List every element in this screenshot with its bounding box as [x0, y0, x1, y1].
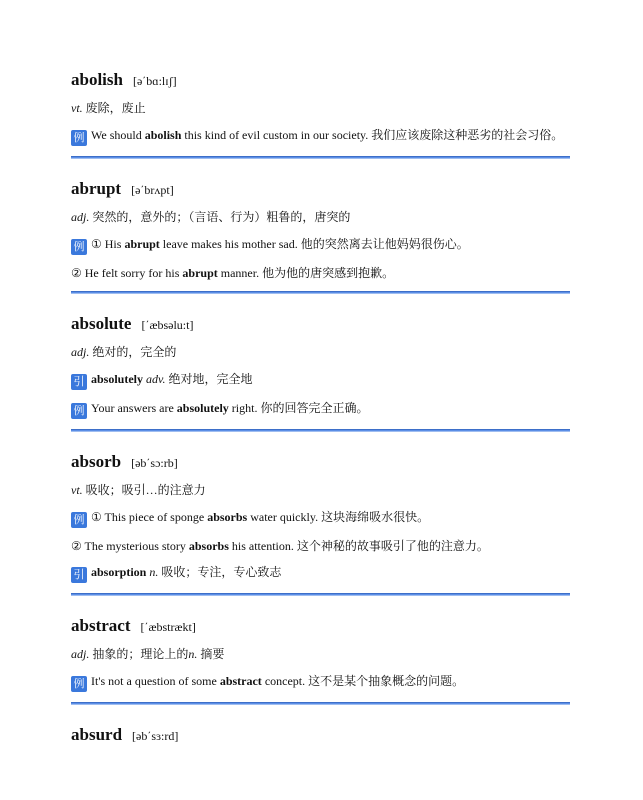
example-badge: 例	[71, 512, 87, 528]
example-text: ② He felt sorry for his	[71, 266, 183, 280]
example-sentence	[71, 674, 570, 692]
phonetic: [΄æbsəlu:t]	[141, 318, 194, 332]
entry-divider	[71, 429, 570, 432]
example-keyword: absolutely	[176, 401, 229, 415]
entry-divider	[71, 593, 570, 596]
phonetic: [ə΄bɑ:lɪʃ]	[132, 74, 177, 88]
derived-word	[71, 372, 570, 390]
derived-pos: adv.	[146, 372, 166, 386]
part-of-speech: n.	[188, 647, 198, 661]
entry-headline	[71, 616, 570, 638]
example-text: this kind of evil custom in our society. 我们应该废除这种恶劣的社会习俗。	[181, 128, 564, 142]
example-badge: 例	[71, 676, 87, 692]
phonetic: [əb΄sɜ:rd]	[132, 729, 179, 743]
example-keyword: abrupt	[182, 266, 218, 280]
derived-headword: absorption	[91, 565, 147, 579]
example-keyword: abolish	[144, 128, 182, 142]
example-text: his attention. 这个神秘的故事吸引了他的注意力。	[228, 539, 489, 553]
headword: absurd	[71, 725, 123, 744]
example-sentence	[71, 237, 570, 255]
meaning: 废除，废止	[85, 101, 146, 115]
example-text: It's not a question of some	[91, 674, 220, 688]
entry-divider	[71, 291, 570, 294]
headword: absolute	[71, 314, 132, 333]
definition	[71, 647, 570, 662]
example-text: Your answers are	[91, 401, 177, 415]
entry-headline	[71, 452, 570, 474]
headword: abolish	[71, 70, 123, 89]
phonetic: [əb΄sɔ:rb]	[131, 456, 178, 470]
part-of-speech: adj.	[71, 210, 90, 224]
example-text: manner. 他为他的唐突感到抱歉。	[217, 266, 395, 280]
entry-headline	[71, 725, 570, 747]
entry-absurd	[71, 725, 570, 747]
meaning: 突然的，意外的；（言语、行为）粗鲁的，唐突的	[92, 210, 351, 224]
derived-word	[71, 565, 570, 583]
example-sentence	[71, 510, 570, 528]
entry-headline	[71, 70, 570, 92]
entry-absorb	[71, 452, 570, 596]
example-text: right. 你的回答完全正确。	[228, 401, 369, 415]
example-keyword: abrupt	[124, 237, 160, 251]
example-badge: 例	[71, 130, 87, 146]
headword: abstract	[71, 616, 131, 635]
example-keyword: abstract	[219, 674, 262, 688]
meaning: 摘要	[200, 647, 225, 661]
example-sentence	[71, 128, 570, 146]
example-text: leave makes his mother sad. 他的突然离去让他妈妈很伤心。	[159, 237, 469, 251]
phonetic: [ə΄brʌpt]	[131, 183, 174, 197]
entry-divider	[71, 156, 570, 159]
entry-headline	[71, 314, 570, 336]
entry-abolish	[71, 70, 570, 159]
definition	[71, 101, 570, 116]
word-list	[71, 70, 570, 747]
example-badge: 例	[71, 403, 87, 419]
entry-abrupt	[71, 179, 570, 294]
example-text: ① His	[91, 237, 125, 251]
derived-meaning: 绝对地，完全地	[168, 372, 253, 386]
headword: abrupt	[71, 179, 122, 198]
entry-headline	[71, 179, 570, 201]
entry-divider	[71, 702, 570, 705]
example-text: ① This piece of sponge	[91, 510, 208, 524]
example-text: We should	[91, 128, 145, 142]
example-text: water quickly. 这块海绵吸水很快。	[247, 510, 430, 524]
meaning: 吸收；吸引…的注意力	[85, 483, 206, 497]
example-sentence	[71, 401, 570, 419]
derived-badge: 引	[71, 374, 87, 390]
example-badge: 例	[71, 239, 87, 255]
part-of-speech: vt.	[71, 101, 83, 115]
meaning: 绝对的，完全的	[92, 345, 177, 359]
entry-absolute	[71, 314, 570, 432]
derived-headword: absolutely	[91, 372, 144, 386]
part-of-speech: adj.	[71, 647, 90, 661]
definition	[71, 483, 570, 498]
example-text: ② The mysterious story	[71, 539, 189, 553]
headword: absorb	[71, 452, 122, 471]
derived-pos: n.	[149, 565, 159, 579]
phonetic: [΄æbstrækt]	[140, 620, 196, 634]
definition	[71, 345, 570, 360]
meaning: 抽象的；理论上的	[92, 647, 189, 661]
part-of-speech: adj.	[71, 345, 90, 359]
example-sentence	[71, 539, 570, 554]
definition	[71, 210, 570, 225]
example-sentence	[71, 266, 570, 281]
derived-badge: 引	[71, 567, 87, 583]
derived-meaning: 吸收；专注，专心致志	[161, 565, 282, 579]
entry-abstract	[71, 616, 570, 705]
example-text: concept. 这不是某个抽象概念的问题。	[261, 674, 465, 688]
example-keyword: absorbs	[207, 510, 248, 524]
example-keyword: absorbs	[188, 539, 229, 553]
part-of-speech: vt.	[71, 483, 83, 497]
